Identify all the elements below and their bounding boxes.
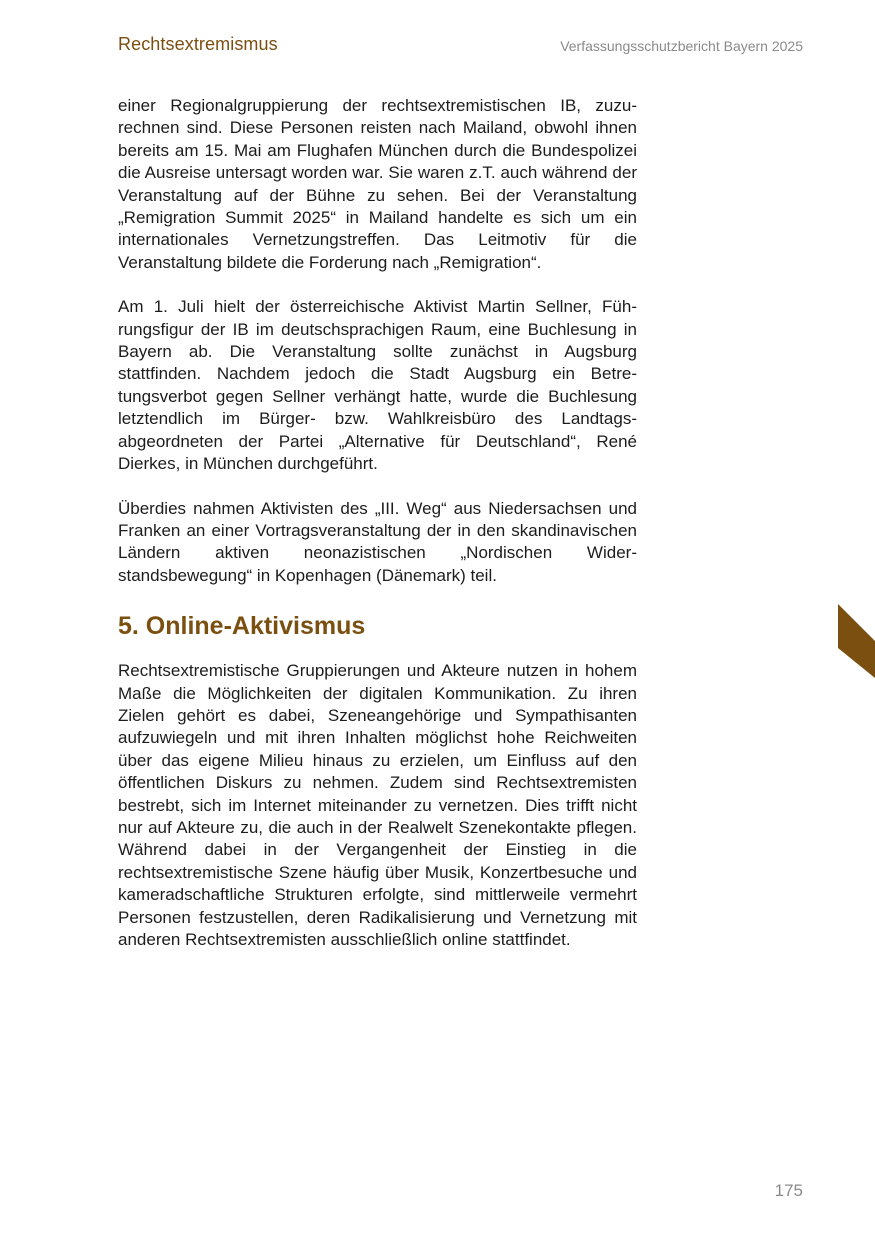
main-content: [118, 95, 637, 973]
chapter-tab-shape: [838, 604, 875, 678]
chapter-tab-marker: [838, 604, 875, 678]
page-number: 175: [774, 1181, 803, 1200]
body-paragraph: Rechtsextremistische Gruppierungen und Akteure nutzen in hohem Maße die Möglichkeiten der digitalen Kommunikation. Zu ihren Zielen gehört es dabei, Szeneangehörige und Sympathisanten aufzuwiegeln und mit ihren Inhalten möglichst hohe Reichweiten über das eigene Milieu hinaus zu erzielen, um Einfluss auf den öffentlichen Diskurs zu nehmen. Zudem sind Rechtsextremisten bestrebt, sich im Internet miteinander zu vernetzen. Dies trifft nicht nur auf Akteure zu, die auch in der Realwelt Szenekontakte pflegen. Während dabei in der Vergangenheit der Einstieg in die rechtsextremistische Szene häufig über Musik, Konzertbesuche und kameradschaftliche Strukturen erfolgte, sind mittlerweile vermehrt Personen festzustellen, deren Radikalisierung und Vernetzung mit anderen Rechtsextremisten ausschließlich online stattfindet.: [118, 661, 637, 949]
body-paragraph: Überdies nahmen Aktivisten des „III. Weg“ aus Niedersachsen und Franken an einer Vortragsveranstaltung der in den skandinavischen Ländern aktiven neonazistischen „Nordischen Widerstandsbewegung“ in Kopenhagen (Dänemark) teil.: [118, 498, 637, 585]
body-paragraph: einer Regionalgruppierung der rechtsextremistischen IB, zuzurechnen sind. Diese Personen reisten nach Mailand, obwohl ihnen bereits am 15. Mai am Flughafen München durch die Bundespolizei die Ausreise untersagt worden war. Sie waren z.T. auch während der Veranstaltung auf der Bühne zu sehen. Bei der Veranstaltung „Remigration Summit 2025“ in Mailand handelte es sich um ein internationales Vernetzungstreffen. Das Leitmotiv für die Veranstaltung bildete die Forderung nach „Remigration“.: [118, 96, 637, 272]
body-paragraph: Am 1. Juli hielt der österreichische Aktivist Martin Sellner, Führungsfigur der IB im deutschsprachigen Raum, eine Buchlesung in Bayern ab. Die Veranstaltung sollte zunächst in Augsburg stattfinden. Nachdem jedoch die Stadt Augsburg ein Betretungsverbot gegen Sellner verhängt hatte, wurde die Buchlesung letztendlich im Bürger- bzw. Wahlkreisbüro des Landtagsabgeordneten der Partei „Alternative für Deutschland“, René Dierkes, in München durchgeführt.: [118, 297, 637, 474]
section-heading: 5. Online-Aktivismus: [118, 612, 366, 641]
running-header-document-title: Verfassungsschutzbericht Bayern 2025: [560, 38, 803, 54]
running-header-section: Rechtsextremismus: [118, 34, 278, 54]
